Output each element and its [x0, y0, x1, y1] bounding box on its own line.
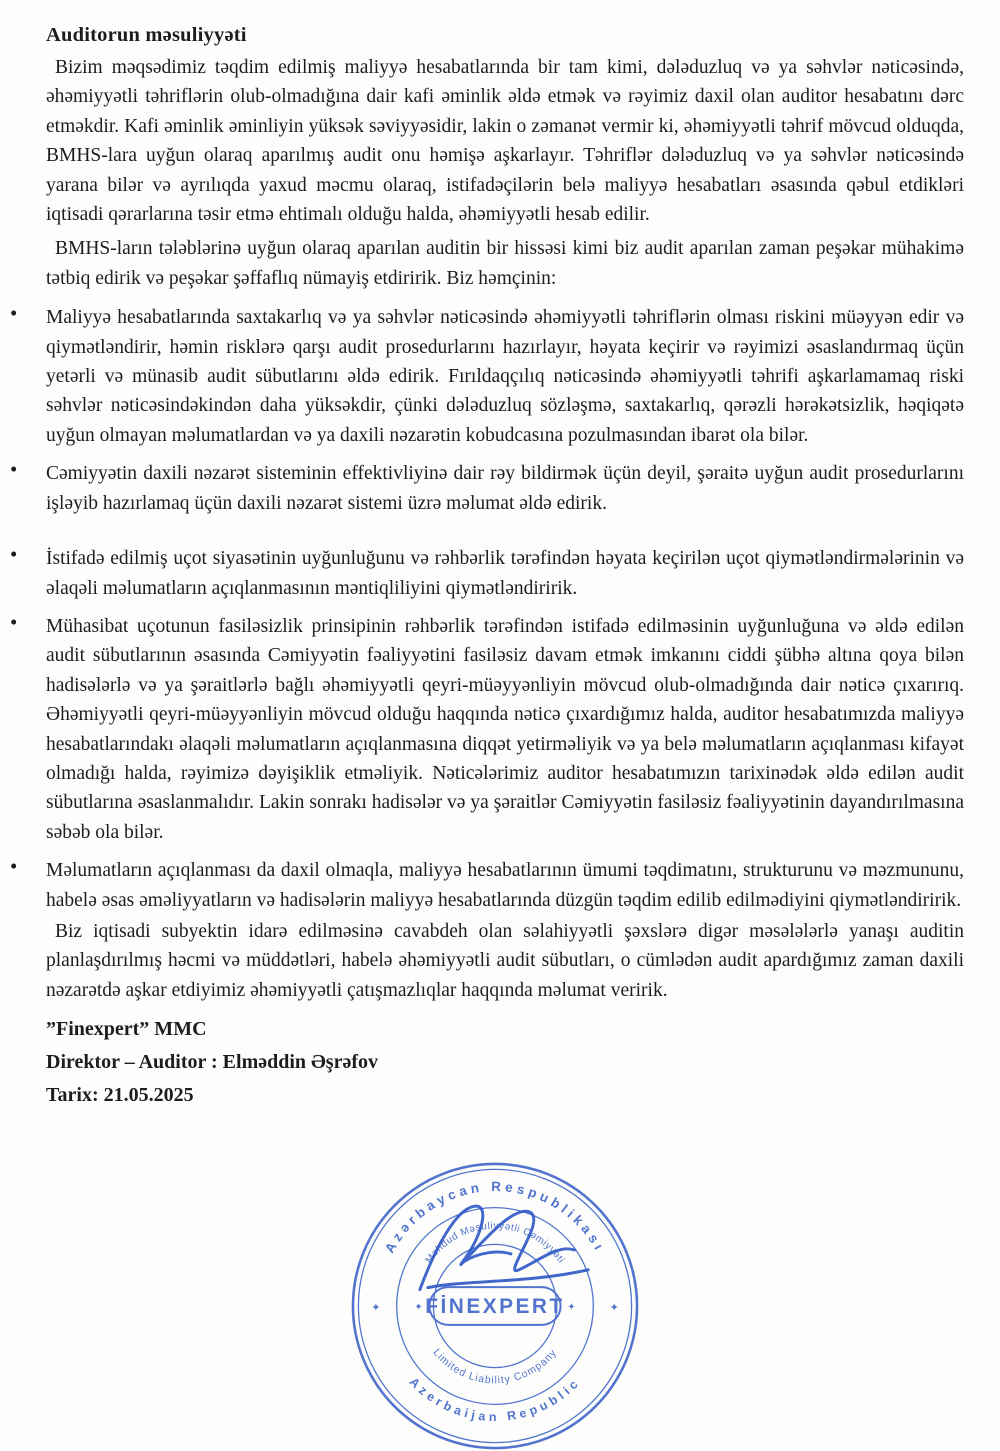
director-line: Direktor – Auditor : Elməddin Əşrəfov: [46, 1051, 379, 1074]
stamp-inner-top-text: Məhdud Məsuliyyətli Cəmiyyəti: [423, 1220, 567, 1266]
stamp-inner-bottom-text: Limited Liability Company: [430, 1347, 560, 1387]
bullet-marker: •: [10, 609, 18, 634]
bullet-item: [10, 301, 964, 450]
closing-paragraph: Biz iqtisadi subyektin idarə edilməsinə cavabdeh olan səlahiyyətli şəxslərə digər məsələlərlə yanaşı auditin planlaşdırılmış həcmi və müddətləri, habelə əhəmiyyətli audit sübutları, o cümlədən audit apardığımız zaman daxili nəzarətdə aşkar etdiyimiz əhəmiyyətli çatışmazlıqlar haqqında məlumat veririk.: [46, 920, 964, 1001]
bullet-marker: •: [10, 542, 18, 567]
section-title: Auditorun məsuliyyəti: [46, 24, 247, 46]
date-line: Tarix: 21.05.2025: [46, 1084, 194, 1107]
bullet-item: [10, 542, 964, 603]
svg-text:Limited Liability Company: [431, 1347, 560, 1386]
stamp-outer-top-text: Azərbaycan Respublikası: [381, 1178, 609, 1256]
bullet-text-accounting-policy: İstifadə edilmiş uçot siyasətinin uyğunluğunu və rəhbərlik tərəfindən həyata keçirilən uçot qiymətləndirmələrinin və əlaqəli məlumatların açıqlanmasının məntiqliliyini qiymətləndiririk.: [46, 548, 964, 599]
bullet-item: [10, 609, 964, 847]
bullet-text-internal-control: Cəmiyyətin daxili nəzarət sisteminin effektivliyinə dair rəy bildirmək üçün deyil, şəraitə uyğun audit prosedurlarını işləyib hazırlamaq üçün daxili nəzarət sistemi üzrə məlumat əldə edirik.: [46, 463, 964, 514]
signature-stroke: [428, 1270, 588, 1288]
stamp-separator-star-icon: ✦: [371, 1301, 381, 1314]
company-name: ”Finexpert” MMC: [46, 1018, 207, 1041]
bullet-marker: •: [10, 854, 18, 879]
bullet-text-going-concern: Mühasibat uçotunun fasiləsizlik prinsipinin rəhbərlik tərəfindən istifadə edilməsinin uyğunluğuna və əldə edilən audit sübutlarının əsasında Cəmiyyətin fəaliyyətini fasiləsiz davam etmək imkanını ciddi şübhə altına qoya bilən hadisələrlə və ya şəraitlərlə bağlı əhəmiyyətli qeyri-müəyyənliyin mövcud olub-olmadığında dair nəticə çıxarırıq. Əhəmiyyətli qeyri-müəyyənliyin mövcud olduğu haqqında nəticə çıxardığımız halda, auditor hesabatımızda maliyyə hesabatlarındakı əlaqəli məlumatların açıqlanmasına diqqət yetirməliyik və ya belə məlumatların açıqlanması kifayət olmadığı halda, rəyimizə dəyişiklik etməliyik. Nəticələrimiz auditor hesabatımızın tarixinədək əldə edilən audit sübutlarına əsaslanmalıdır. Lakin sonrakı hadisələr və ya şəraitlər Cəmiyyətin fasiləsiz fəaliyyətinin dayandırılmasına səbəb ola bilər.: [46, 615, 964, 843]
bullet-list: [10, 301, 964, 915]
bullet-item: [10, 457, 964, 518]
document-body: [10, 24, 964, 1112]
bullet-marker: •: [10, 301, 18, 326]
stamp-separator-star-icon: ✦: [567, 1301, 576, 1313]
stamp-separator-star-icon: ✦: [609, 1301, 619, 1314]
stamp-separator-star-icon: ✦: [414, 1301, 423, 1313]
stamp-outer-bottom-text: Azerbaijan Republic: [406, 1374, 584, 1424]
paragraph-responsibility: Bizim məqsədimiz təqdim edilmiş maliyyə hesabatlarında bir tam kimi, dələduzluq və ya səhvlər nəticəsində, əhəmiyyətli təhriflərin olub-olmadığına dair kafi əminlik əldə etmək və rəyimiz daxil olan auditor hesabatını dərc etməkdir. Kafi əminlik əminliyin yüksək səviyyəsidir, lakin o zəmanət vermir ki, əhəmiyyətli təhrif mövcud olduqda, BMHS-lara uyğun olaraq aparılmış audit onu həmişə aşkarlayır. Təhriflər dələduzluq və ya səhvlər nəticəsində yarana bilər və ayrılıqda yaxud məcmu olaraq, istifadəçilərin belə maliyyə hesabatları əsasında qəbul etdikləri iqtisadi qərarlarına təsir etmə ehtimalı olduğu halda, əhəmiyyətli hesab edilir.: [46, 57, 964, 226]
bullet-text-presentation: Məlumatların açıqlanması da daxil olmaqla, maliyyə hesabatlarının ümumi təqdimatını, strukturunu və məzmununu, habelə əsas əməliyyatların və hadisələrin maliyyə hesabatlarında düzgün təqdim edilib edilmədiyini qiymətləndiririk.: [46, 860, 964, 911]
signature-scribble: [408, 1192, 606, 1307]
bullet-text-risk: Maliyyə hesabatlarında saxtakarlıq və ya səhvlər nəticəsində əhəmiyyətli təhriflərin olması riskini müəyyən edir və qiymətləndirir, həmin risklərə qarşı audit prosedurlarını hazırlayır, həyata keçirir və rəyimizi əsaslandırmaq üçün yetərli və münasib audit sübutlarını əldə edirik. Fırıldaqçılıq nəticəsində əhəmiyyətli təhrifi aşkarlamamaq riski səhvlər nəticəsindəkindən daha yüksəkdir, çünki dələduzluq sözləşmə, saxtakarlıq, qərəzli hərəkətsizlik, həqiqətə uyğun olmayan məlumatlardan və ya daxili nəzarətin kobudcasına pozulmasından ibarət ola bilər.: [46, 307, 964, 446]
paragraph-bmhs: BMHS-ların tələblərinə uyğun olaraq aparılan auditin bir hissəsi kimi biz audit aparılan zaman peşəkar mühakimə tətbiq edirik və peşəkar şəffaflıq nümayiş etdiririk. Biz həmçinin:: [46, 238, 964, 289]
bullet-marker: •: [10, 457, 18, 482]
bullet-item: [10, 854, 964, 915]
stamp-center-text: FİNEXPERT: [425, 1294, 565, 1318]
